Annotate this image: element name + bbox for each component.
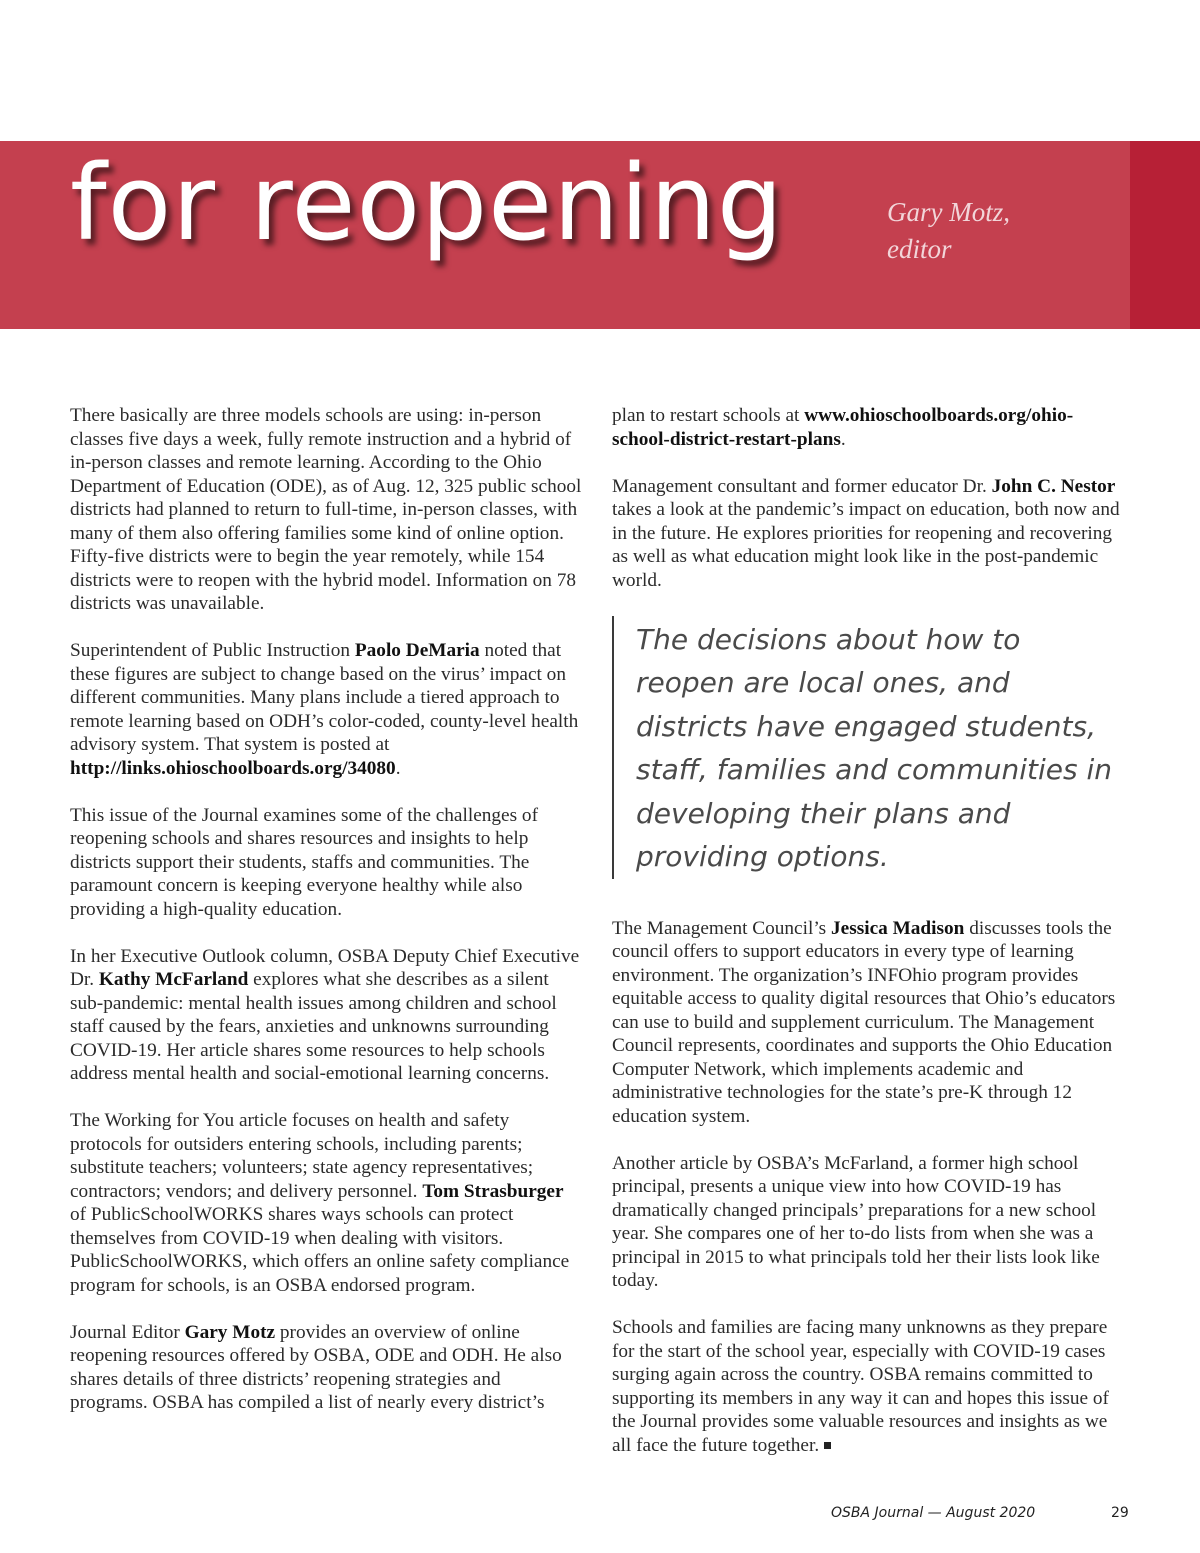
- page-footer: [831, 1505, 1131, 1521]
- byline-role: editor: [887, 234, 952, 264]
- right-column: [612, 404, 1124, 1481]
- paragraph: Management consultant and former educator Dr. John C. Nestor takes a look at the pandemic’s impact on education, both now and in the future. He explores priorities for reopening and recovering as well as what education might look like in the post-pandemic world.: [612, 475, 1120, 591]
- paragraph: Superintendent of Public Instruction Paolo DeMaria noted that these figures are subject to change based on the virus’ impact on different communities. Many plans include a tiered approach to remote learning based on ODH’s color-coded, county-level health advisory system. That system is posted at http://links.ohioschoolboards.org/34080.: [70, 640, 579, 779]
- person-name: Jessica Madison: [831, 917, 965, 939]
- url-link[interactable]: www.ohioschoolboards.org/ohio-school-district-restart-plans: [612, 405, 1074, 450]
- banner-accent-bar: [1130, 141, 1200, 329]
- left-column: [70, 404, 582, 1438]
- url-link[interactable]: http://links.ohioschoolboards.org/34080: [70, 757, 396, 779]
- person-name: Kathy McFarland: [98, 969, 249, 990]
- paragraph: Another article by OSBA’s McFarland, a former high school principal, presents a unique view into how COVID-19 has dramatically changed principals’ preparations for a new school year. She compares one of her to-do lists from when she was a principal in 2015 to what principals told her their lists look like today.: [612, 1152, 1100, 1291]
- paragraph: The Management Council’s Jessica Madison discusses tools the council offers to support educators in every type of learning environment. The organization’s INFOhio program provides equitable access to quality digital resources that Ohio’s educators can use to build and supplement curriculum. The Management Council represents, coordinates and supports the Ohio Education Computer Network, which implements academic and administrative technologies for the state’s pre-K through 12 education system.: [612, 917, 1116, 1127]
- person-name: Paolo DeMaria: [354, 640, 480, 661]
- paragraph: In her Executive Outlook column, OSBA Deputy Chief Executive Dr. Kathy McFarland explores what she describes as a silent sub-pandemic: mental health issues among children and school staff caused by the fears, anxieties and unknowns surrounding COVID-19. Her article shares some resources to help schools address mental health and social-emotional learning concerns.: [70, 945, 580, 1084]
- paragraph: plan to restart schools at www.ohioschoolboards.org/ohio-school-district-restart-plans.: [612, 405, 1074, 450]
- paragraph: Schools and families are facing many unknowns as they prepare for the start of the school year, especially with COVID-19 cases surging again across the country. OSBA remains committed to supporting its members in any way it can and hopes this issue of the Journal provides some valuable resources and insights as we all face the future together.: [612, 1317, 1109, 1456]
- byline: [887, 194, 1107, 268]
- paragraph: There basically are three models schools are using: in-person classes five days a week, fully remote instruction and a hybrid of in-person classes and remote learning. According to the Ohio Department of Education (ODE), as of Aug. 12, 325 public school districts had planned to return to full-time, in-person classes, with many of them also offering families some kind of online option. Fifty-five districts were to begin the year remotely, while 154 districts were to reopen with the hybrid model. Information on 78 districts was unavailable.: [70, 405, 582, 614]
- pull-quote: The decisions about how to reopen are local ones, and districts have engaged students, staff, families and communities in developing their plans and providing options.: [612, 616, 1124, 879]
- end-mark-icon: [824, 1442, 831, 1449]
- paragraph: The Working for You article focuses on health and safety protocols for outsiders entering schools, including parents; substitute teachers; volunteers; state agency representatives; contractors; vendors; and delivery personnel. Tom Strasburger of PublicSchoolWORKS shares ways schools can protect themselves from COVID-19 when dealing with visitors. PublicSchoolWORKS, which offers an online safety compliance program for schools, is an OSBA endorsed program.: [70, 1110, 570, 1296]
- paragraph: This issue of the Journal examines some of the challenges of reopening schools and shares resources and insights to help districts support their students, staffs and communities. The paramount concern is keeping everyone healthy while also providing a high-quality education.: [70, 804, 538, 920]
- byline-name: Gary Motz,: [887, 197, 1010, 227]
- page-number: 29: [1111, 1505, 1129, 1521]
- person-name: John C. Nestor: [991, 475, 1116, 497]
- person-name: Tom Strasburger: [422, 1180, 564, 1202]
- publication-info: OSBA Journal — August 2020: [831, 1505, 1036, 1521]
- person-name: Gary Motz: [184, 1321, 276, 1343]
- headline: for reopening: [70, 142, 784, 264]
- paragraph: Journal Editor Gary Motz provides an overview of online reopening resources offered by OSBA, ODE and ODH. He also shares details of three districts’ reopening strategies and programs. OSBA has compiled a list of nearly every district’s: [70, 1321, 562, 1413]
